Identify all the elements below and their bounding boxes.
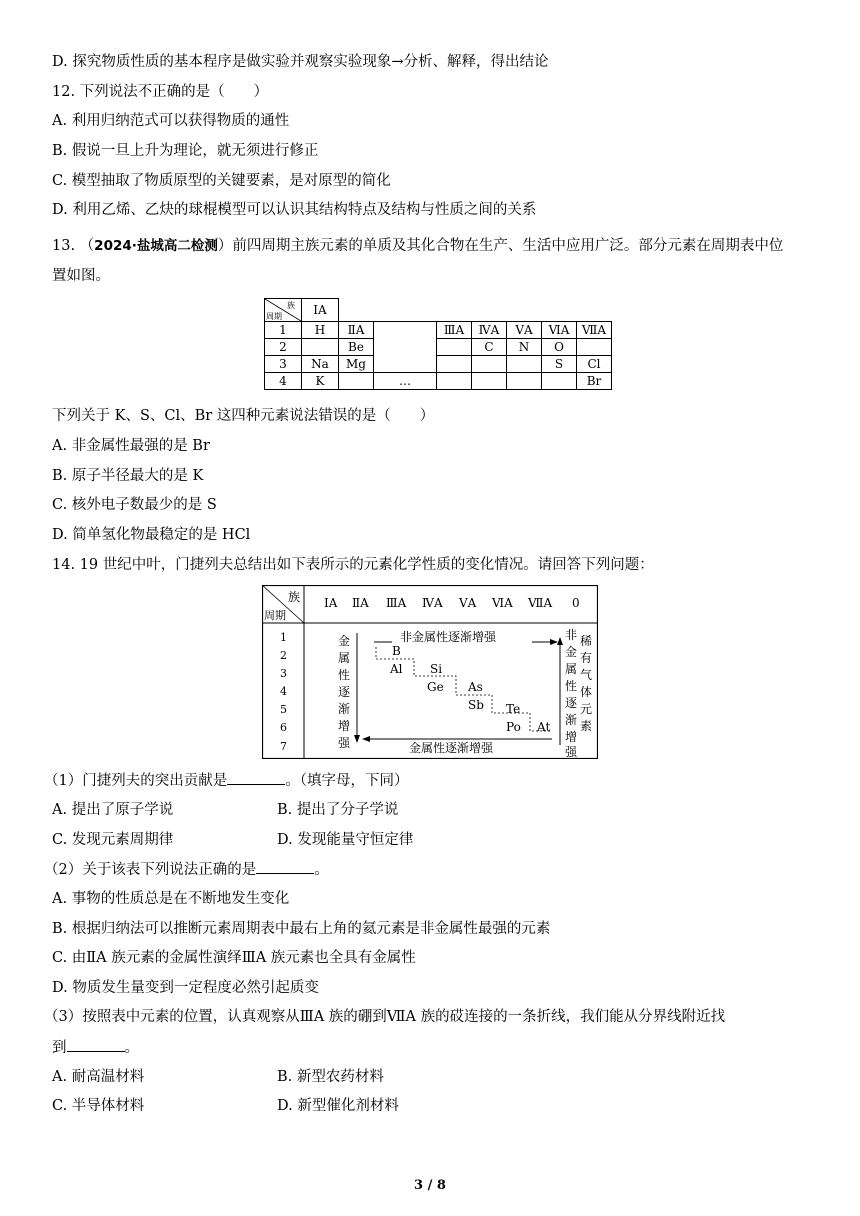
period-labels xyxy=(280,631,287,753)
element-cell: Br xyxy=(577,373,612,390)
group-header: ⅣA xyxy=(422,596,443,610)
bottom-trend-label: 金属性逐渐增强 xyxy=(409,741,494,755)
period-cell: 4 xyxy=(265,373,302,390)
period-label: 1 xyxy=(280,631,287,644)
svg-text:属: 属 xyxy=(338,651,351,665)
q14-sub3-option-a: A. 耐高温材料 xyxy=(52,1069,145,1085)
period-cell: 3 xyxy=(265,356,302,373)
svg-text:金: 金 xyxy=(565,645,578,659)
period-cell: 1 xyxy=(265,322,302,339)
answer-blank[interactable] xyxy=(227,770,285,785)
svg-text:属: 属 xyxy=(565,662,578,676)
group-header: ⅦA xyxy=(528,596,553,610)
element-label: Ge xyxy=(427,680,444,694)
svg-text:性: 性 xyxy=(338,668,351,682)
group-headers xyxy=(324,596,580,610)
table-corner-group-label: 族 xyxy=(287,301,295,310)
element-cell: H xyxy=(302,322,339,339)
q14-sub2-option-b: B. 根据归纳法可以推断元素周期表中最右上角的氦元素是非金属性最强的元素 xyxy=(52,921,551,937)
svg-text:性: 性 xyxy=(565,679,578,693)
period-label: 5 xyxy=(280,703,287,716)
period-label: 2 xyxy=(280,649,287,662)
element-cell: O xyxy=(542,339,577,356)
q13-option-b: B. 原子半径最大的是 K xyxy=(52,468,204,484)
element-label: B xyxy=(392,644,401,658)
svg-text:强: 强 xyxy=(565,745,578,759)
noble-gas-label xyxy=(580,633,592,733)
element-cell: Be xyxy=(339,339,374,356)
header-group: ⅢA xyxy=(437,322,472,339)
svg-text:增: 增 xyxy=(338,719,351,733)
element-label: As xyxy=(468,680,483,694)
group-header: 0 xyxy=(572,596,580,610)
header-group: ⅣA xyxy=(472,322,507,339)
q14-sub2-option-c: C. 由ⅡA 族元素的金属性演绎ⅢA 族元素也全具有金属性 xyxy=(52,950,416,966)
q12-option-c: C. 模型抽取了物质原型的关键要素，是对原型的简化 xyxy=(52,173,391,189)
q13-option-d: D. 简单氢化物最稳定的是 HCl xyxy=(52,527,251,543)
q14-sub1-option-b: B. 提出了分子学说 xyxy=(277,802,399,818)
q14-sub1-option-c: C. 发现元素周期律 xyxy=(52,832,174,848)
element-label: Sb xyxy=(468,698,484,712)
corner-period-label: 周期 xyxy=(264,609,286,622)
q12-option-a: A. 利用归纳范式可以获得物质的通性 xyxy=(52,113,290,129)
q11-option-d: D. 探究物质性质的基本程序是做实验并观察实验现象→分析、解释，得出结论 xyxy=(52,54,549,70)
element-label: Te xyxy=(506,702,521,716)
q14-sub3-option-c: C. 半导体材料 xyxy=(52,1098,145,1114)
svg-text:稀: 稀 xyxy=(580,634,593,648)
svg-text:渐: 渐 xyxy=(565,713,578,727)
group-header: ⅡA xyxy=(352,596,369,610)
q14-sub2-option-d: D. 物质发生量变到一定程度必然引起质变 xyxy=(52,980,319,996)
q13-stem: 13. （2024·盐城高二检测）前四周期主族元素的单质及其化合物在生产、生活中应用广泛。部分元素在周期表中位 xyxy=(52,238,784,254)
period-label: 4 xyxy=(280,685,287,698)
q14-sub1-option-a: A. 提出了原子学说 xyxy=(52,802,174,818)
left-trend-label xyxy=(338,633,351,750)
q13-stem-cont: 置如图。 xyxy=(52,268,110,284)
q14-sub3: （3）按照表中元素的位置，认真观察从ⅢA 族的硼到ⅦA 族的砹连接的一条折线，我们能从分界线附近找 xyxy=(44,1009,726,1025)
table-corner-period-label: 周期 xyxy=(266,312,282,321)
answer-blank[interactable] xyxy=(67,1037,125,1052)
svg-text:气: 气 xyxy=(580,668,593,682)
answer-blank[interactable] xyxy=(256,859,314,874)
group-header: ⅢA xyxy=(386,596,407,610)
q14-sub1-option-d: D. 发现能量守恒定律 xyxy=(277,832,414,848)
boundary-line xyxy=(376,647,552,731)
svg-text:金: 金 xyxy=(338,634,351,648)
element-cell: Cl xyxy=(577,356,612,373)
svg-text:增: 增 xyxy=(565,730,578,744)
element-cell: S xyxy=(542,356,577,373)
header-group: ⅠA xyxy=(302,299,339,322)
right-trend-label xyxy=(565,627,578,759)
svg-text:非: 非 xyxy=(565,628,578,642)
header-group: ⅡA xyxy=(339,322,374,339)
ellipsis: … xyxy=(374,373,437,390)
svg-text:有: 有 xyxy=(580,651,593,665)
element-label: Po xyxy=(506,720,521,734)
period-label: 3 xyxy=(280,667,287,680)
element-cell: N xyxy=(507,339,542,356)
group-header: ⅠA xyxy=(324,596,338,610)
svg-text:元: 元 xyxy=(580,702,593,716)
q13-option-a: A. 非金属性最强的是 Br xyxy=(52,438,210,454)
svg-text:逐: 逐 xyxy=(565,696,578,710)
q13-option-c: C. 核外电子数最少的是 S xyxy=(52,497,217,513)
periodic-table-excerpt xyxy=(264,298,612,390)
svg-text:强: 强 xyxy=(338,736,351,750)
svg-text:体: 体 xyxy=(580,685,593,699)
q12-option-d: D. 利用乙烯、乙炔的球棍模型可以认识其结构特点及结构与性质之间的关系 xyxy=(52,202,537,218)
q12-stem: 12. 下列说法不正确的是（ ） xyxy=(52,84,269,100)
period-label: 6 xyxy=(280,721,287,734)
q14-sub1: （1）门捷列夫的突出贡献是 。（填字母，下同） xyxy=(44,770,408,791)
q13-source: 2024·盐城高二检测 xyxy=(94,238,218,254)
q14-sub3-option-b: B. 新型农药材料 xyxy=(277,1069,384,1085)
top-trend-label: 非金属性逐渐增强 xyxy=(400,630,497,644)
q12-option-b: B. 假说一旦上升为理论，就无须进行修正 xyxy=(52,143,319,159)
element-label: At xyxy=(537,720,551,734)
header-group: ⅥA xyxy=(542,322,577,339)
period-label: 7 xyxy=(280,740,287,753)
element-trend-figure xyxy=(262,585,598,759)
q14-sub3-cont: 到 。 xyxy=(52,1037,139,1058)
q14-sub2: （2）关于该表下列说法正确的是 。 xyxy=(44,859,329,880)
group-header: ⅤA xyxy=(459,596,477,610)
q14-stem: 14. 19 世纪中叶，门捷列夫总结出如下表所示的元素化学性质的变化情况。请回答下列问题： xyxy=(52,557,654,573)
element-cell: C xyxy=(472,339,507,356)
element-cell: Na xyxy=(302,356,339,373)
svg-text:素: 素 xyxy=(580,719,593,733)
page-number: 3 / 8 xyxy=(414,1178,446,1193)
q14-sub3-option-d: D. 新型催化剂材料 xyxy=(277,1098,399,1114)
q14-sub2-option-a: A. 事物的性质总是在不断地发生变化 xyxy=(52,891,290,907)
element-label: Si xyxy=(430,662,443,676)
element-labels xyxy=(389,644,550,734)
corner-group-label: 族 xyxy=(288,590,301,604)
svg-text:逐: 逐 xyxy=(338,685,351,699)
q13-question: 下列关于 K、S、Cl、Br 这四种元素说法错误的是（ ） xyxy=(52,408,435,424)
header-group: ⅦA xyxy=(577,322,612,339)
group-header: ⅥA xyxy=(492,596,513,610)
header-group: ⅤA xyxy=(507,322,542,339)
element-label: Al xyxy=(390,662,403,676)
element-cell: Mg xyxy=(339,356,374,373)
period-cell: 2 xyxy=(265,339,302,356)
element-cell: K xyxy=(302,373,339,390)
svg-text:渐: 渐 xyxy=(338,702,351,716)
